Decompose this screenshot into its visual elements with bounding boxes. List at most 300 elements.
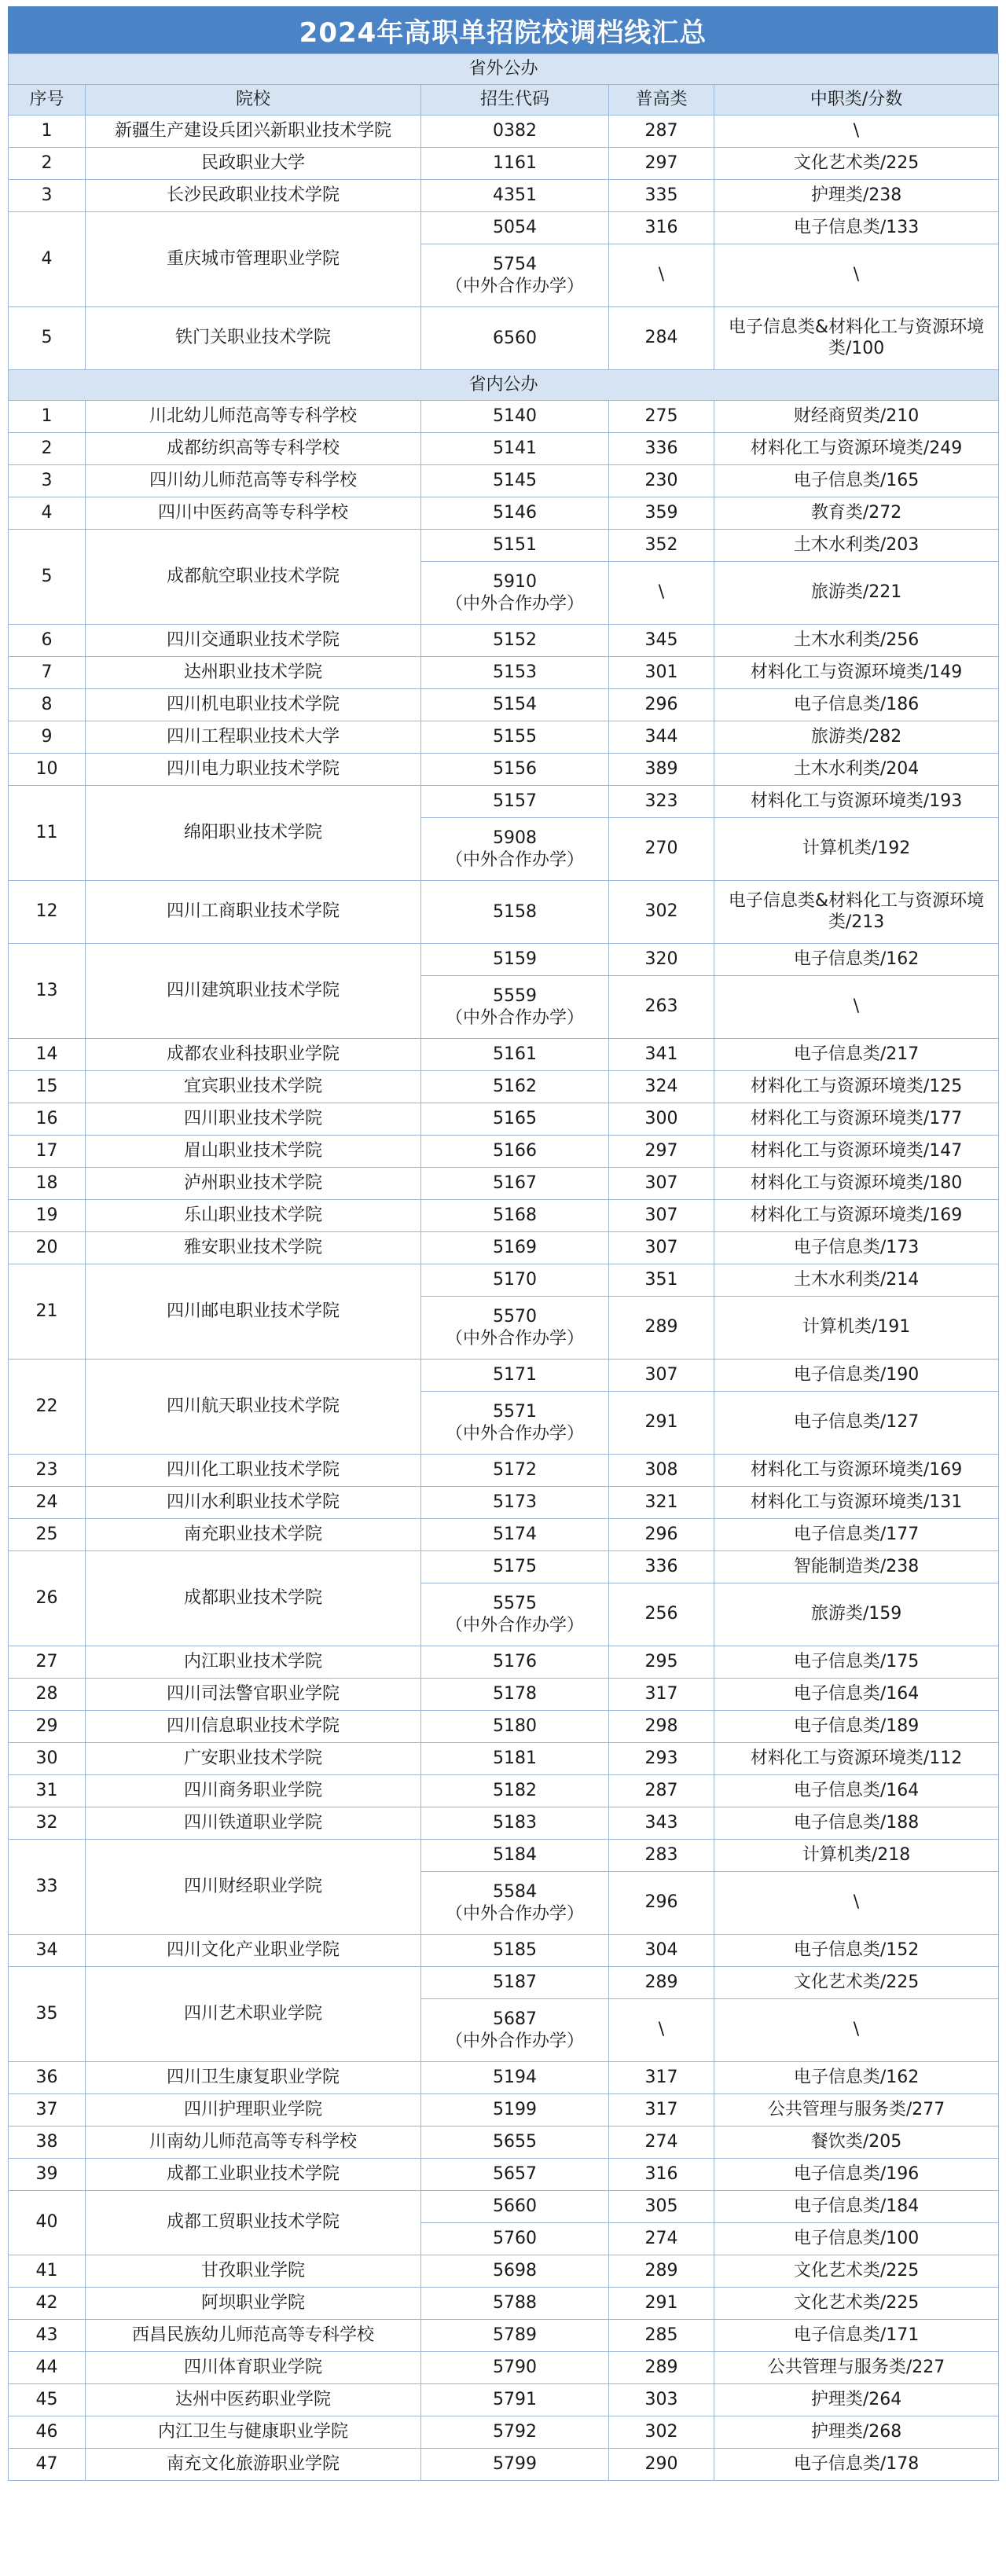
general-high-score: 308: [609, 1455, 714, 1487]
general-high-score: 297: [609, 1136, 714, 1168]
row-number: 38: [9, 2126, 86, 2159]
row-number: 19: [9, 1200, 86, 1232]
code-value: 5166: [493, 1140, 537, 1161]
row-number: 7: [9, 657, 86, 689]
row-number: 32: [9, 1807, 86, 1840]
vocational-category-score: 材料化工与资源环境类/131: [714, 1487, 999, 1519]
vocational-category-score: 材料化工与资源环境类/180: [714, 1168, 999, 1200]
vocational-category-score: 文化艺术类/225: [714, 1967, 999, 1999]
vocational-category-score: 材料化工与资源环境类/193: [714, 786, 999, 818]
general-high-score: \: [609, 1999, 714, 2062]
general-high-score: 284: [609, 307, 714, 370]
school-name: 成都职业技术学院: [86, 1551, 421, 1646]
table-row: [9, 530, 999, 562]
school-name: 四川体育职业学院: [86, 2352, 421, 2384]
general-high-score: 344: [609, 721, 714, 754]
admission-code: [421, 1136, 609, 1168]
admission-code: [421, 1775, 609, 1807]
general-high-score: 341: [609, 1039, 714, 1071]
school-name: 四川中医药高等专科学校: [86, 497, 421, 530]
general-high-score: 316: [609, 2159, 714, 2191]
row-number: 26: [9, 1551, 86, 1646]
code-value: 5790: [493, 2357, 537, 2377]
admission-code: [421, 625, 609, 657]
school-name: 四川电力职业技术学院: [86, 754, 421, 786]
table-row: [9, 2126, 999, 2159]
row-number: 45: [9, 2384, 86, 2416]
school-name: 雅安职业技术学院: [86, 1232, 421, 1264]
school-name: 川北幼儿师范高等专科学校: [86, 401, 421, 433]
code-value: 5760: [493, 2228, 537, 2248]
admission-code: [421, 530, 609, 562]
table-row: [9, 944, 999, 976]
code-note: （中外合作办学）: [445, 1423, 584, 1444]
school-name: 四川化工职业技术学院: [86, 1455, 421, 1487]
general-high-score: 296: [609, 689, 714, 721]
code-value: 5184: [493, 1844, 537, 1865]
code-value: 5559: [493, 986, 537, 1006]
code-value: 5754: [493, 255, 537, 274]
code-value: 5151: [493, 534, 537, 555]
school-name: 新疆生产建设兵团兴新职业技术学院: [86, 116, 421, 148]
school-name: 四川交通职业技术学院: [86, 625, 421, 657]
admission-code: [421, 2159, 609, 2191]
vocational-category-score: \: [714, 116, 999, 148]
code-value: 5145: [493, 470, 537, 490]
general-high-score: 291: [609, 1392, 714, 1455]
row-number: 3: [9, 180, 86, 212]
admission-code: [421, 1297, 609, 1360]
table-row: [9, 1551, 999, 1583]
row-number: 1: [9, 116, 86, 148]
general-high-score: 307: [609, 1200, 714, 1232]
code-value: 5173: [493, 1492, 537, 1512]
general-high-score: 305: [609, 2191, 714, 2223]
vocational-category-score: 电子信息类/188: [714, 1807, 999, 1840]
admission-code: [421, 1935, 609, 1967]
admission-code: [421, 433, 609, 465]
general-high-score: 287: [609, 1775, 714, 1807]
admission-code: [421, 1168, 609, 1200]
row-number: 22: [9, 1360, 86, 1455]
general-high-score: 323: [609, 786, 714, 818]
table-row: [9, 148, 999, 180]
admission-code: [421, 786, 609, 818]
row-number: 16: [9, 1103, 86, 1136]
admission-code: [421, 465, 609, 497]
general-high-score: 274: [609, 2126, 714, 2159]
vocational-category-score: 公共管理与服务类/227: [714, 2352, 999, 2384]
row-number: 25: [9, 1519, 86, 1551]
vocational-category-score: 电子信息类/173: [714, 1232, 999, 1264]
code-value: 5183: [493, 1812, 537, 1833]
general-high-score: 296: [609, 1519, 714, 1551]
vocational-category-score: 教育类/272: [714, 497, 999, 530]
general-high-score: 274: [609, 2223, 714, 2255]
vocational-category-score: 旅游类/159: [714, 1583, 999, 1646]
school-name: 四川信息职业技术学院: [86, 1711, 421, 1743]
general-high-score: 336: [609, 433, 714, 465]
row-number: 20: [9, 1232, 86, 1264]
code-value: 5570: [493, 1307, 537, 1327]
code-value: 5180: [493, 1715, 537, 1736]
code-value: 5170: [493, 1269, 537, 1290]
admission-code: [421, 689, 609, 721]
admission-code: [421, 1071, 609, 1103]
admission-code: [421, 401, 609, 433]
admission-code: [421, 2062, 609, 2094]
table-row: [9, 625, 999, 657]
general-high-score: 335: [609, 180, 714, 212]
general-high-score: 304: [609, 1935, 714, 1967]
general-high-score: 293: [609, 1743, 714, 1775]
code-value: 5792: [493, 2421, 537, 2442]
general-high-score: 317: [609, 1679, 714, 1711]
table-row: [9, 1168, 999, 1200]
general-high-score: 297: [609, 148, 714, 180]
school-name: 内江职业技术学院: [86, 1646, 421, 1679]
table-row: [9, 689, 999, 721]
row-number: 6: [9, 625, 86, 657]
vocational-category-score: 土木水利类/256: [714, 625, 999, 657]
admission-code: [421, 2352, 609, 2384]
code-value: 5698: [493, 2260, 537, 2281]
code-value: 5174: [493, 1524, 537, 1544]
admission-code: [421, 562, 609, 625]
vocational-category-score: 电子信息类/177: [714, 1519, 999, 1551]
admission-code: [421, 2094, 609, 2126]
row-number: 46: [9, 2416, 86, 2449]
table-row: [9, 1232, 999, 1264]
vocational-category-score: 护理类/264: [714, 2384, 999, 2416]
table-row: [9, 1519, 999, 1551]
general-high-score: 275: [609, 401, 714, 433]
school-name: 西昌民族幼儿师范高等专科学校: [86, 2320, 421, 2352]
code-value: 5156: [493, 758, 537, 779]
code-value: 5575: [493, 1594, 537, 1613]
vocational-category-score: 文化艺术类/225: [714, 2255, 999, 2288]
code-value: 5178: [493, 1683, 537, 1704]
vocational-category-score: 材料化工与资源环境类/169: [714, 1455, 999, 1487]
code-value: 5172: [493, 1459, 537, 1480]
table-row: [9, 307, 999, 370]
admission-code: [421, 1103, 609, 1136]
vocational-category-score: 电子信息类/164: [714, 1679, 999, 1711]
school-name: 铁门关职业技术学院: [86, 307, 421, 370]
row-number: 10: [9, 754, 86, 786]
vocational-category-score: 电子信息类/189: [714, 1711, 999, 1743]
table-row: [9, 657, 999, 689]
code-note: （中外合作办学）: [445, 2031, 584, 2051]
general-high-score: 291: [609, 2288, 714, 2320]
row-number: 11: [9, 786, 86, 881]
admission-code: [421, 1872, 609, 1935]
code-value: 5655: [493, 2131, 537, 2152]
code-value: 5167: [493, 1172, 537, 1193]
admission-code: [421, 1392, 609, 1455]
school-name: 四川文化产业职业学院: [86, 1935, 421, 1967]
table-row: [9, 1487, 999, 1519]
code-note: （中外合作办学）: [445, 1903, 584, 1924]
table-row: [9, 786, 999, 818]
vocational-category-score: \: [714, 1999, 999, 2062]
admission-code: [421, 2191, 609, 2223]
general-high-score: 285: [609, 2320, 714, 2352]
school-name: 民政职业大学: [86, 148, 421, 180]
admission-code: [421, 1711, 609, 1743]
school-name: 四川艺术职业学院: [86, 1967, 421, 2062]
school-name: 成都航空职业技术学院: [86, 530, 421, 625]
school-name: 成都工业职业技术学院: [86, 2159, 421, 2191]
table-row: [9, 1136, 999, 1168]
school-name: 四川商务职业学院: [86, 1775, 421, 1807]
row-number: 36: [9, 2062, 86, 2094]
table-row: [9, 2384, 999, 2416]
row-number: 4: [9, 212, 86, 307]
table-row: [9, 1967, 999, 1999]
school-name: 宜宾职业技术学院: [86, 1071, 421, 1103]
general-high-score: 289: [609, 2352, 714, 2384]
general-high-score: 359: [609, 497, 714, 530]
row-number: 21: [9, 1264, 86, 1360]
code-value: 5908: [493, 828, 537, 848]
row-number: 5: [9, 530, 86, 625]
table-row: [9, 1071, 999, 1103]
row-number: 37: [9, 2094, 86, 2126]
vocational-category-score: 文化艺术类/225: [714, 2288, 999, 2320]
school-name: 达州职业技术学院: [86, 657, 421, 689]
general-high-score: 301: [609, 657, 714, 689]
vocational-category-score: 土木水利类/214: [714, 1264, 999, 1297]
general-high-score: 302: [609, 881, 714, 944]
school-name: 阿坝职业学院: [86, 2288, 421, 2320]
code-value: 5584: [493, 1882, 537, 1902]
code-value: 5788: [493, 2292, 537, 2313]
admission-code: [421, 818, 609, 881]
row-number: 23: [9, 1455, 86, 1487]
section-label: 省外公办: [9, 54, 999, 85]
general-high-score: 263: [609, 976, 714, 1039]
admission-code: [421, 2288, 609, 2320]
code-value: 4351: [493, 185, 537, 205]
vocational-category-score: 财经商贸类/210: [714, 401, 999, 433]
row-number: 8: [9, 689, 86, 721]
vocational-category-score: 电子信息类/171: [714, 2320, 999, 2352]
admission-code: [421, 944, 609, 976]
row-number: 41: [9, 2255, 86, 2288]
general-high-score: 256: [609, 1583, 714, 1646]
general-high-score: 351: [609, 1264, 714, 1297]
code-value: 5187: [493, 1972, 537, 1992]
admission-code: [421, 754, 609, 786]
code-note: （中外合作办学）: [445, 593, 584, 614]
vocational-category-score: 电子信息类&材料化工与资源环境类/100: [714, 307, 999, 370]
row-number: 30: [9, 1743, 86, 1775]
row-number: 42: [9, 2288, 86, 2320]
school-name: 四川水利职业技术学院: [86, 1487, 421, 1519]
school-name: 四川卫生康复职业学院: [86, 2062, 421, 2094]
admission-code: [421, 1679, 609, 1711]
sheet-title: 2024年高职单招院校调档线汇总: [8, 6, 998, 53]
row-number: 27: [9, 1646, 86, 1679]
admission-code: [421, 212, 609, 244]
code-value: 5146: [493, 502, 537, 523]
code-value: 5161: [493, 1044, 537, 1064]
school-name: 四川邮电职业技术学院: [86, 1264, 421, 1360]
table-row: [9, 1807, 999, 1840]
code-value: 5660: [493, 2196, 537, 2216]
vocational-category-score: 文化艺术类/225: [714, 148, 999, 180]
row-number: 1: [9, 401, 86, 433]
code-value: 1161: [493, 152, 537, 173]
school-name: 四川航天职业技术学院: [86, 1360, 421, 1455]
vocational-category-score: 土木水利类/204: [714, 754, 999, 786]
vocational-category-score: \: [714, 1872, 999, 1935]
admission-code: [421, 976, 609, 1039]
admission-code: [421, 1264, 609, 1297]
code-value: 5199: [493, 2099, 537, 2119]
general-high-score: \: [609, 562, 714, 625]
table-row: [9, 497, 999, 530]
school-name: 成都纺织高等专科学校: [86, 433, 421, 465]
general-high-score: 289: [609, 1297, 714, 1360]
code-value: 5789: [493, 2325, 537, 2345]
code-note: （中外合作办学）: [445, 849, 584, 870]
vocational-category-score: 计算机类/192: [714, 818, 999, 881]
admission-score-sheet: [8, 6, 998, 2481]
school-name: 南充职业技术学院: [86, 1519, 421, 1551]
general-high-score: 300: [609, 1103, 714, 1136]
row-number: 18: [9, 1168, 86, 1200]
code-note: （中外合作办学）: [445, 1615, 584, 1635]
school-name: 四川工商职业技术学院: [86, 881, 421, 944]
general-high-score: 302: [609, 2416, 714, 2449]
section-row: [9, 370, 999, 401]
code-value: 5157: [493, 791, 537, 811]
code-value: 5152: [493, 629, 537, 650]
vocational-category-score: 电子信息类/133: [714, 212, 999, 244]
school-name: 成都工贸职业技术学院: [86, 2191, 421, 2255]
vocational-category-score: 餐饮类/205: [714, 2126, 999, 2159]
score-table: [8, 53, 999, 2481]
school-name: 绵阳职业技术学院: [86, 786, 421, 881]
general-high-score: 321: [609, 1487, 714, 1519]
vocational-category-score: 护理类/238: [714, 180, 999, 212]
table-row: [9, 2255, 999, 2288]
general-high-score: 307: [609, 1360, 714, 1392]
vocational-category-score: 电子信息类/165: [714, 465, 999, 497]
column-header: 序号: [9, 85, 86, 116]
vocational-category-score: 土木水利类/203: [714, 530, 999, 562]
admission-code: [421, 2255, 609, 2288]
admission-code: [421, 180, 609, 212]
code-value: 5176: [493, 1651, 537, 1671]
admission-code: [421, 1807, 609, 1840]
table-row: [9, 1039, 999, 1071]
row-number: 24: [9, 1487, 86, 1519]
school-name: 四川机电职业技术学院: [86, 689, 421, 721]
code-value: 5154: [493, 694, 537, 714]
general-high-score: 316: [609, 212, 714, 244]
code-value: 6560: [493, 328, 537, 348]
vocational-category-score: 计算机类/218: [714, 1840, 999, 1872]
table-row: [9, 1455, 999, 1487]
vocational-category-score: 电子信息类/100: [714, 2223, 999, 2255]
table-row: [9, 721, 999, 754]
table-row: [9, 2159, 999, 2191]
row-number: 17: [9, 1136, 86, 1168]
table-row: [9, 433, 999, 465]
table-row: [9, 116, 999, 148]
admission-code: [421, 116, 609, 148]
code-value: 5799: [493, 2453, 537, 2474]
admission-code: [421, 1200, 609, 1232]
vocational-category-score: 材料化工与资源环境类/125: [714, 1071, 999, 1103]
general-high-score: 317: [609, 2094, 714, 2126]
section-label: 省内公办: [9, 370, 999, 401]
admission-code: [421, 1646, 609, 1679]
row-number: 39: [9, 2159, 86, 2191]
general-high-score: 283: [609, 1840, 714, 1872]
general-high-score: 303: [609, 2384, 714, 2416]
row-number: 2: [9, 433, 86, 465]
admission-code: [421, 657, 609, 689]
admission-code: [421, 1551, 609, 1583]
admission-code: [421, 1999, 609, 2062]
row-number: 35: [9, 1967, 86, 2062]
admission-code: [421, 1583, 609, 1646]
vocational-category-score: 材料化工与资源环境类/177: [714, 1103, 999, 1136]
column-header: 院校: [86, 85, 421, 116]
school-name: 重庆城市管理职业学院: [86, 212, 421, 307]
table-row: [9, 1264, 999, 1297]
admission-code: [421, 1519, 609, 1551]
admission-code: [421, 2416, 609, 2449]
code-note: （中外合作办学）: [445, 1328, 584, 1349]
table-row: [9, 1935, 999, 1967]
general-high-score: 287: [609, 116, 714, 148]
general-high-score: 389: [609, 754, 714, 786]
row-number: 47: [9, 2449, 86, 2481]
code-value: 5571: [493, 1402, 537, 1422]
vocational-category-score: 旅游类/282: [714, 721, 999, 754]
general-high-score: \: [609, 244, 714, 307]
general-high-score: 324: [609, 1071, 714, 1103]
code-value: 0382: [493, 120, 537, 141]
school-name: 四川护理职业学院: [86, 2094, 421, 2126]
row-number: 9: [9, 721, 86, 754]
general-high-score: 270: [609, 818, 714, 881]
school-name: 内江卫生与健康职业学院: [86, 2416, 421, 2449]
admission-code: [421, 2384, 609, 2416]
table-row: [9, 1775, 999, 1807]
code-value: 5155: [493, 726, 537, 747]
code-value: 5153: [493, 662, 537, 682]
vocational-category-score: 电子信息类/190: [714, 1360, 999, 1392]
table-row: [9, 2191, 999, 2223]
code-value: 5657: [493, 2163, 537, 2184]
code-value: 5194: [493, 2067, 537, 2087]
admission-code: [421, 1039, 609, 1071]
row-number: 31: [9, 1775, 86, 1807]
school-name: 四川铁道职业学院: [86, 1807, 421, 1840]
school-name: 四川财经职业学院: [86, 1840, 421, 1935]
row-number: 29: [9, 1711, 86, 1743]
vocational-category-score: 旅游类/221: [714, 562, 999, 625]
general-high-score: 295: [609, 1646, 714, 1679]
general-high-score: 352: [609, 530, 714, 562]
code-value: 5165: [493, 1108, 537, 1128]
